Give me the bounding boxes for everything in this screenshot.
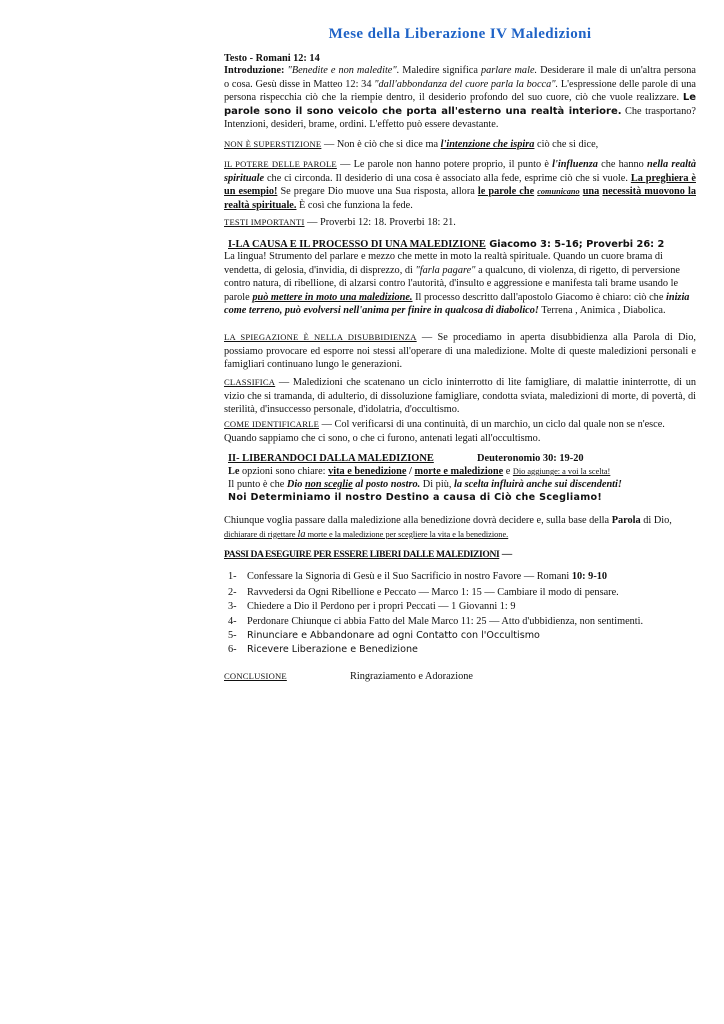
list-item: 5- Rinunciare e Abbandonare ad ogni Contatto con l'Occultismo (228, 629, 540, 641)
steps-heading: PASSI DA ESEGUIRE PER ESSERE LIBERI DALLE MALEDIZIONI — (224, 549, 513, 560)
superstition-paragraph: NON È SUPERSTIZIONE — Non è ciò che si dice ma l'intenzione che ispira ciò che si dice, (224, 139, 599, 150)
steps-list (228, 570, 696, 657)
intro-key-statement: Le parole sono il sono veicolo che porta all'esterno una realtà interiore. (224, 92, 696, 117)
introduction-paragraph: Introduzione: "Benedite e non maledite". Maledire significa parlare male. Desiderare il male di un'altra persona o cosa. Gesù disse in Matteo 12: 34 "dall'abbondanza del cuore parla la bocca". L'espressione delle parole di una persona rispecchia ciò che la riempie dentro, il desiderio profondo del suo cuore, ciò che vuole realizzare. Le parole sono il sono veicolo che porta all'esterno una realtà interiore. Che trasportano? Intenzioni, desideri, brame, ordini. L'effetto può essere devastante. (224, 65, 697, 131)
page-title: Mese della Liberazione IV Maledizioni (328, 26, 592, 42)
disobedience-paragraph: LA SPIEGAZIONE È NELLA DISUBBIDIENZA — Se procediamo in aperta disubbidienza alla Parola di Dio, possiamo provocare ed esporre noi stessi all'operare di una maledizione. Molte di queste maledizioni personali e famigliari continuano lungo le generazioni. (224, 332, 696, 371)
intro-quote: "Benedite e non maledite". (287, 65, 400, 76)
disobedience-label: LA SPIEGAZIONE È NELLA DISUBBIDIENZA (224, 332, 417, 342)
superstition-label: NON È SUPERSTIZIONE (224, 139, 322, 149)
section-one-paragraph: La lingua! Strumento del parlare e mezzo che mette in moto la realtà spirituale. Quando un cuore brama di vendetta, di gelosia, d'invidia, di disprezzo, di "farla pagare" a qualcuno, di violenza, di rigetto, di perversione contro natura, di ribellione, di alzarsi contro l'autorità, d'insulto e aggressione e manifesta tali brame usando le parole può mettere in moto una maledizione. Il processo descritto dall'apostolo Giacomo è chiaro: ciò che inizia come terreno, può evolversi nell'anima per finire in qualcosa di diabolico! Terrena , Animica , Diabolica. (224, 251, 690, 317)
list-item: 4- Perdonare Chiunque ci abbia Fatto del Male Marco 11: 25 — Atto d'ubbidienza, non sentimenti. (228, 615, 644, 627)
section-two-body: Le opzioni sono chiare: vita e benedizione / morte e maledizione e Dio aggiunge: a voi la scelta! Il punto è che Dio non sceglie al posto nostro. Di più, la scelta influirà anche sui discendenti! Noi Determiniamo il nostro Destino a causa di Ciò che Scegliamo! (228, 465, 696, 505)
important-texts-label: TESTI IMPORTANTI (224, 217, 305, 227)
section-one-refs: Giacomo 3: 5-16; Proverbi 26: 2 (485, 239, 665, 250)
list-item: 1- Confessare la Signoria di Gesù e il Suo Sacrificio in nostro Favore — Romani 10: 9-10 (228, 571, 608, 582)
scripture-reference: Testo - Romani 12: 14 (224, 53, 320, 64)
identification-paragraph: COME IDENTIFICARLE — Col verificarsi di una continuità, di un marchio, un ciclo dal quale non se n'esce. Quando sappiamo che ci sono, o che ci furono, antenati legati all'occultismo. (224, 419, 665, 444)
list-item: 6- Ricevere Liberazione e Benedizione (228, 644, 418, 656)
conclusion-label: CONCLUSIONE (224, 671, 287, 681)
section-two-heading (228, 452, 696, 466)
classification-paragraph: CLASSIFICA — Maledizioni che scatenano un ciclo ininterrotto di lite famigliare, di malattie ininterrotte, di un vizio che si tramanda, di adulterio, di dissoluzione famigliare, condotta sviata, maledizioni di morte, di povertà, di sterilità, d'insuccesso personale, d'idolatria, d'occultismo. (224, 377, 696, 416)
intro-label: Introduzione: (224, 65, 285, 76)
steps-title: PASSI DA ESEGUIRE PER ESSERE LIBERI DALLE MALEDIZIONI (224, 549, 500, 560)
identification-label: COME IDENTIFICARLE (224, 419, 320, 429)
classification-label: CLASSIFICA (224, 377, 276, 387)
section-two-ref: Deuteronomio 30: 19-20 (477, 453, 584, 464)
section-two-conclusion: Noi Determiniamo il nostro Destino a causa di Ciò che Scegliamo! (228, 492, 603, 504)
conclusion-line (224, 670, 696, 684)
list-item: 3- Chiedere a Dio il Perdono per i propri Peccati — 1 Giovanni 1: 9 (228, 601, 516, 613)
word-power-paragraph: IL POTERE DELLE PAROLE — Le parole non hanno potere proprio, il punto è l'influenza che hanno nella realtà spirituale che ci circonda. Il desiderio di una cosa è associato alla fede, esprime ciò che si vuole. La preghiera è un esempio! Se pregare Dio muove una Sua risposta, allora le parole che comunicano una necessità muovono la realtà spirituale. È così che funziona la fede. (224, 159, 696, 211)
word-power-label: IL POTERE DELLE PAROLE (224, 159, 337, 169)
important-texts-paragraph: TESTI IMPORTANTI — Proverbi 12: 18. Proverbi 18: 21. (224, 217, 456, 228)
list-item: 2- Ravvedersi da Ogni Ribellione e Peccato — Marco 1: 15 — Cambiare il modo di pensare. (228, 587, 619, 599)
section-two-title: II- LIBERANDOCI DALLA MALEDIZIONE (228, 453, 434, 464)
section-one-title: I-LA CAUSA E IL PROCESSO DI UNA MALEDIZIONE (228, 239, 486, 250)
conclusion-text: Ringraziamento e Adorazione (350, 671, 473, 682)
choice-paragraph: Chiunque voglia passare dalla maledizione alla benedizione dovrà decidere e, sulla base della Parola di Dio, dichiarare di rigettare la morte e la maledizione per scegliere la vita e la benedizione. (224, 515, 672, 540)
